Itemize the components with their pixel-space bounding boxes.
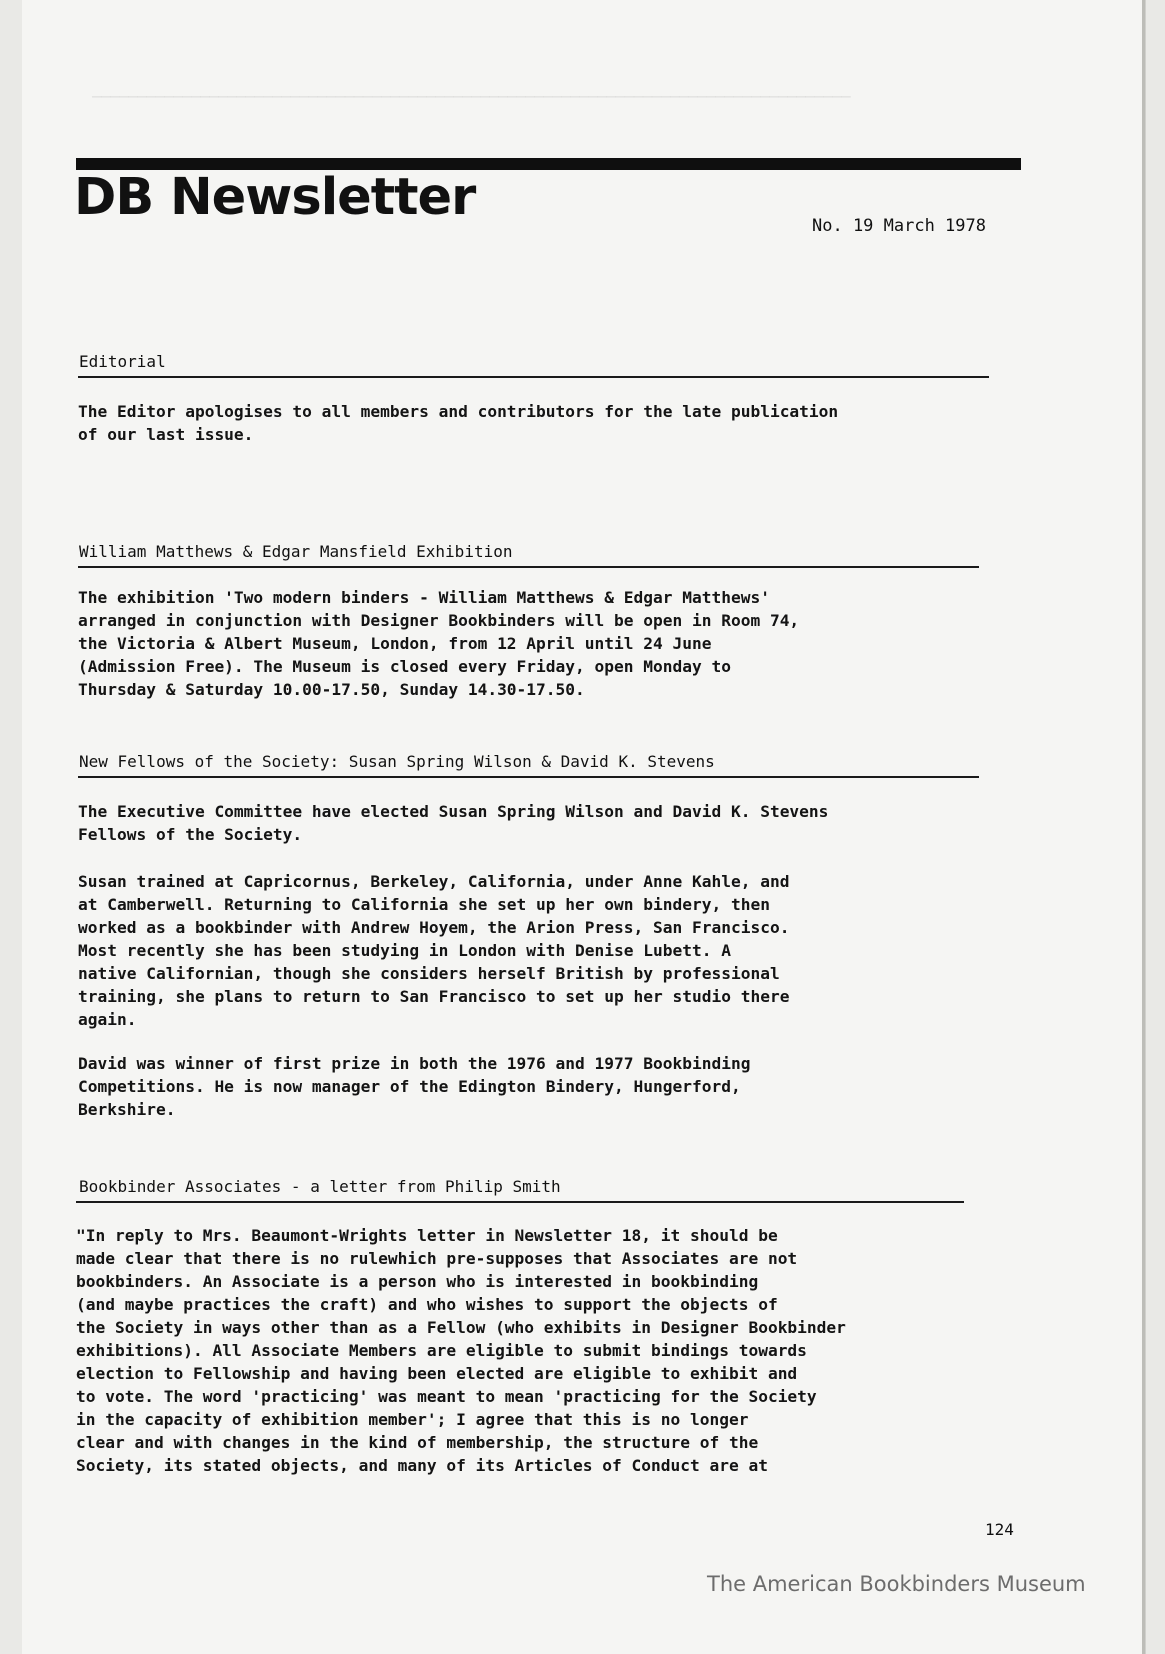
show-through-texture: ──────────────────────────────────────────────────────────────────────────────────── <box>92 88 851 106</box>
exhibition-text: The exhibition 'Two modern binders - William Matthews & Edgar Matthews' arranged in conjunction with Designer Bookbinders will be open in Room 74, the Victoria & Albert Museum, London, from 12 April until 24 June (Admission Free). The Museum is closed every Friday, open Monday to Thursday & Saturday 10.00-17.50, Sunday 14.30-17.50. <box>78 588 800 699</box>
new-fellows-intro: The Executive Committee have elected Susan Spring Wilson and David K. Stevens Fellows of the Society. <box>78 802 829 844</box>
associates-letter-text: "In reply to Mrs. Beaumont-Wrights letter in Newsletter 18, it should be made clear that there is no rulewhich pre-supposes that Associates are not bookbinders. An Associate is a person who is interested in bookbinding (and maybe practices the craft) and who wishes to support the objects of the Society in ways other than as a Fellow (who exhibits in Designer Bookbinder exhibitions). All Associate Members are eligible to submit bindings towards election to Fellowship and having been elected are eligible to exhibit and to vote. The word 'practicing' was meant to mean 'practicing for the Society in the capacity of exhibition member'; I agree that this is no longer clear and with changes in the kind of membership, the structure of the Society, its stated objects, and many of its Articles of Conduct are at <box>76 1226 846 1475</box>
heading-rule <box>78 566 979 568</box>
newsletter-title: DB Newsletter <box>74 168 476 227</box>
page-edge <box>1142 0 1145 1654</box>
section-heading-new-fellows: New Fellows of the Society: Susan Spring Wilson & David K. Stevens <box>79 752 715 771</box>
section-heading-editorial: Editorial <box>79 352 166 371</box>
heading-rule <box>76 1201 964 1203</box>
heading-rule <box>78 376 989 378</box>
section-heading-associates: Bookbinder Associates - a letter from Philip Smith <box>79 1177 561 1196</box>
page-number: 124 <box>985 1520 1014 1539</box>
david-stevens-bio: David was winner of first prize in both the 1976 and 1977 Bookbinding Competitions. He is now manager of the Edington Bindery, Hungerford, Berkshire. <box>78 1054 751 1119</box>
editorial-text: The Editor apologises to all members and contributors for the late publication of our last issue. <box>78 402 839 444</box>
susan-wilson-bio: Susan trained at Capricornus, Berkeley, California, under Anne Kahle, and at Camberwell. Returning to California she set up her own bindery, then worked as a bookbinder with Andrew Hoyem, the Arion Press, San Francisco. Most recently she has been studying in London with Denise Lubett. A native Californian, though she considers herself British by professional training, she plans to return to San Francisco to set up her studio there again. <box>78 872 790 1029</box>
museum-watermark: The American Bookbinders Museum <box>707 1572 1086 1596</box>
section-heading-exhibition: William Matthews & Edgar Mansfield Exhibition <box>79 542 513 561</box>
issue-number-date: No. 19 March 1978 <box>812 216 986 236</box>
heading-rule <box>78 776 979 778</box>
